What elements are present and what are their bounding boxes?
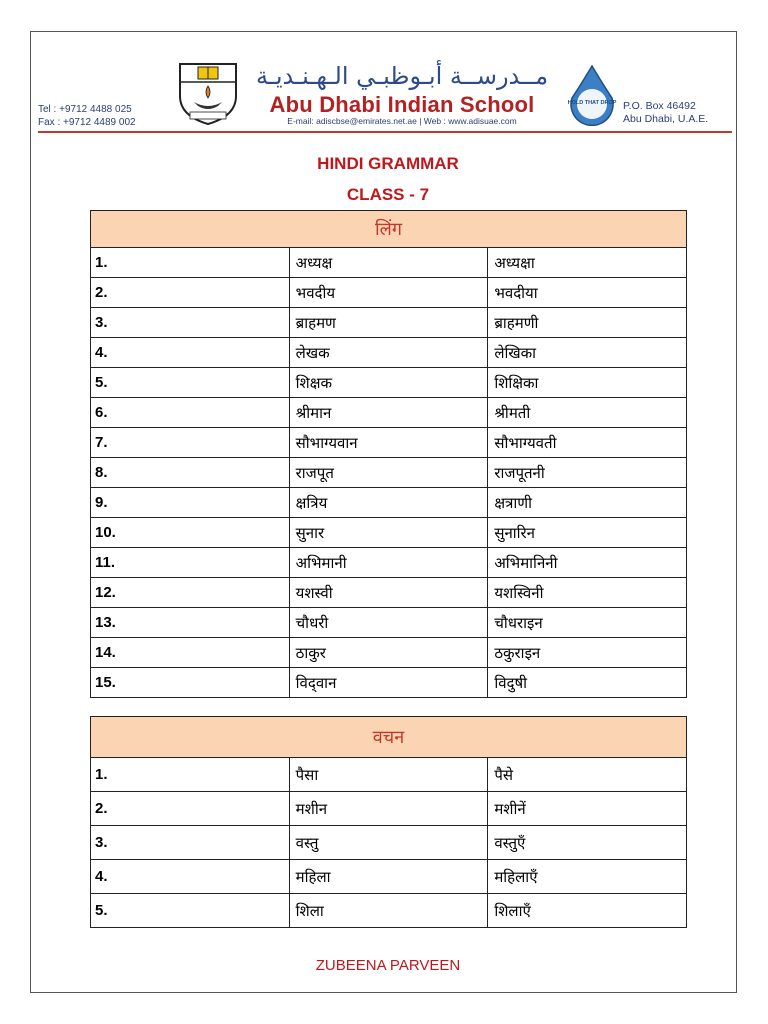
table-row: [91, 826, 687, 860]
form-cell: सौभाग्यवती: [488, 428, 687, 458]
form-cell: अध्यक्षा: [488, 248, 687, 278]
po-box-text: P.O. Box 46492: [623, 100, 696, 112]
row-number: 5.: [91, 368, 290, 398]
form-cell: क्षत्राणी: [488, 488, 687, 518]
form-cell: शिक्षिका: [488, 368, 687, 398]
water-drop-logo: [564, 64, 620, 126]
form-cell: ब्राहमणी: [488, 308, 687, 338]
contact-address: [623, 100, 708, 126]
form-cell: श्रीमती: [488, 398, 687, 428]
word-cell: शिक्षक: [289, 368, 488, 398]
vachan-heading: वचन: [91, 717, 687, 758]
form-cell: सुनारिन: [488, 518, 687, 548]
table-row: [91, 638, 687, 668]
word-cell: वस्तु: [289, 826, 488, 860]
document-class: CLASS - 7: [346, 185, 430, 204]
form-cell: चौधराइन: [488, 608, 687, 638]
row-number: 10.: [91, 518, 290, 548]
word-cell: ब्राहमण: [289, 308, 488, 338]
contact-phone-fax: [38, 103, 136, 129]
form-cell: ठकुराइन: [488, 638, 687, 668]
form-cell: महिलाएँ: [488, 860, 687, 894]
row-number: 6.: [91, 398, 290, 428]
form-cell: लेखिका: [488, 338, 687, 368]
table-row: [91, 758, 687, 792]
table-row: [91, 792, 687, 826]
word-cell: अभिमानी: [289, 548, 488, 578]
table-row: [91, 860, 687, 894]
form-cell: अभिमानिनी: [488, 548, 687, 578]
form-cell: भवदीया: [488, 278, 687, 308]
table-row: [91, 668, 687, 698]
table-row: [91, 368, 687, 398]
word-cell: श्रीमान: [289, 398, 488, 428]
form-cell: मशीनें: [488, 792, 687, 826]
form-cell: शिलाएँ: [488, 894, 687, 928]
table-row: [91, 578, 687, 608]
form-cell: वस्तुएँ: [488, 826, 687, 860]
table-row: [91, 428, 687, 458]
ling-heading: लिंग: [91, 211, 687, 248]
word-cell: विद्‌वान: [289, 668, 488, 698]
table-row: [91, 608, 687, 638]
table-row: [91, 518, 687, 548]
drop-logo-text: HOLD THAT DROP: [567, 100, 617, 106]
word-cell: यशस्वी: [289, 578, 488, 608]
tel-text: Tel : +9712 4488 025: [38, 104, 132, 115]
row-number: 4.: [91, 860, 290, 894]
header-divider: [38, 131, 732, 133]
table-row: [91, 548, 687, 578]
vachan-table: [90, 716, 687, 928]
word-cell: सुनार: [289, 518, 488, 548]
form-cell: पैसे: [488, 758, 687, 792]
row-number: 3.: [91, 308, 290, 338]
table-row: [91, 338, 687, 368]
fax-text: Fax : +9712 4489 002: [38, 117, 136, 128]
word-cell: महिला: [289, 860, 488, 894]
row-number: 4.: [91, 338, 290, 368]
row-number: 14.: [91, 638, 290, 668]
word-cell: अध्यक्ष: [289, 248, 488, 278]
table-row: [91, 398, 687, 428]
ling-section-header: [91, 211, 687, 248]
row-number: 2.: [91, 278, 290, 308]
table-row: [91, 308, 687, 338]
form-cell: राजपूतनी: [488, 458, 687, 488]
word-cell: मशीन: [289, 792, 488, 826]
word-cell: शिला: [289, 894, 488, 928]
table-row: [91, 248, 687, 278]
school-name-arabic: مــدرســة أبـوظبـي الـهـنـديـة: [255, 62, 549, 90]
row-number: 9.: [91, 488, 290, 518]
row-number: 8.: [91, 458, 290, 488]
row-number: 5.: [91, 894, 290, 928]
row-number: 11.: [91, 548, 290, 578]
school-crest-logo: [176, 60, 240, 126]
row-number: 3.: [91, 826, 290, 860]
table-row: [91, 278, 687, 308]
row-number: 1.: [91, 248, 290, 278]
form-cell: विदुषी: [488, 668, 687, 698]
ling-table: [90, 210, 687, 698]
word-cell: लेखक: [289, 338, 488, 368]
table-row: [91, 458, 687, 488]
city-text: Abu Dhabi, U.A.E.: [623, 113, 709, 125]
word-cell: चौधरी: [289, 608, 488, 638]
form-cell: यशस्विनी: [488, 578, 687, 608]
document-title: HINDI GRAMMAR: [317, 154, 459, 173]
table-row: [91, 894, 687, 928]
word-cell: भवदीय: [289, 278, 488, 308]
word-cell: राजपूत: [289, 458, 488, 488]
row-number: 2.: [91, 792, 290, 826]
word-cell: पैसा: [289, 758, 488, 792]
vachan-section-header: [91, 717, 687, 758]
row-number: 1.: [91, 758, 290, 792]
author-name: ZUBEENA PARVEEN: [315, 957, 461, 974]
school-name: Abu Dhabi Indian School: [269, 92, 535, 117]
word-cell: क्षत्रिय: [289, 488, 488, 518]
row-number: 12.: [91, 578, 290, 608]
row-number: 7.: [91, 428, 290, 458]
table-row: [91, 488, 687, 518]
school-email-web: E-mail: adiscbse@emirates.net.ae | Web : www.adisuae.com: [287, 116, 517, 126]
word-cell: सौभाग्यवान: [289, 428, 488, 458]
word-cell: ठाकुर: [289, 638, 488, 668]
row-number: 13.: [91, 608, 290, 638]
row-number: 15.: [91, 668, 290, 698]
